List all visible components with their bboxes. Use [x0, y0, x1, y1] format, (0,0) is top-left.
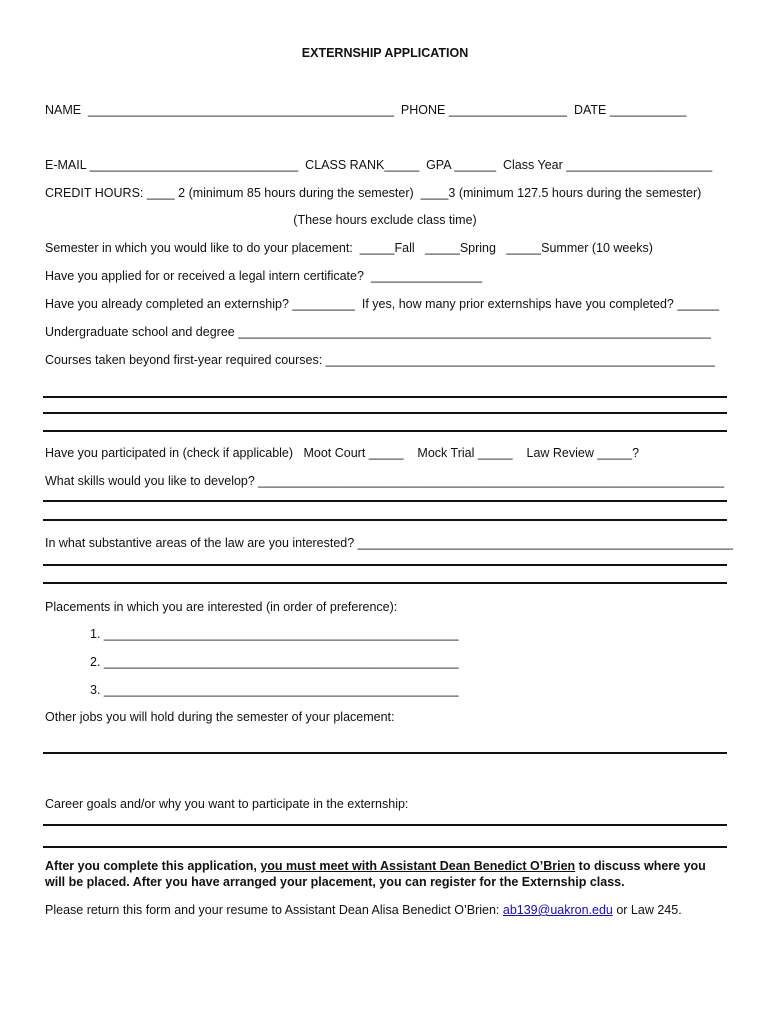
other-jobs-label: Other jobs you will hold during the semester of your placement: — [45, 710, 395, 724]
credit-hours-line[interactable]: CREDIT HOURS: ____ 2 (minimum 85 hours during the semester) ____3 (minimum 127.5 hours during the semester) — [45, 186, 702, 200]
hours-note: (These hours exclude class time) — [293, 213, 477, 227]
courses-rule-3 — [43, 430, 727, 432]
semester-line[interactable]: Semester in which you would like to do your placement: _____Fall _____Spring _____Summer (10 weeks) — [45, 241, 653, 255]
page-title: EXTERNSHIP APPLICATION — [301, 46, 469, 60]
undergrad-line[interactable]: Undergraduate school and degree ____________________________________________________________________ — [45, 325, 711, 339]
return-text-before: Please return this form and your resume to Assistant Dean Alisa Benedict O’Brien: — [45, 903, 503, 917]
courses-rule-2 — [43, 412, 727, 414]
placement-1-line[interactable]: 1. ___________________________________________________ — [90, 627, 459, 641]
courses-rule-1 — [43, 396, 727, 398]
name-phone-date-line[interactable]: NAME ____________________________________________ PHONE _________________ DATE ___________ — [45, 103, 687, 117]
career-goals-rule-2[interactable] — [43, 846, 727, 848]
substantive-rule-1 — [43, 564, 727, 566]
intern-certificate-line[interactable]: Have you applied for or received a legal intern certificate? ________________ — [45, 269, 483, 283]
courses-line[interactable]: Courses taken beyond first-year required courses: ________________________________________________________ — [45, 353, 715, 367]
career-goals-rule-1[interactable] — [43, 824, 727, 826]
substantive-areas-line[interactable]: In what substantive areas of the law are you interested? ______________________________________________________ — [45, 536, 734, 550]
notice-paragraph — [45, 859, 706, 874]
placement-3-line[interactable]: 3. ___________________________________________________ — [90, 683, 459, 697]
email-link[interactable]: ab139@uakron.edu — [502, 903, 613, 917]
career-goals-label: Career goals and/or why you want to participate in the externship: — [45, 797, 409, 811]
return-info — [45, 903, 682, 918]
placements-heading: Placements in which you are interested (in order of preference): — [45, 600, 398, 614]
notice-part1: After you complete this application, — [45, 859, 261, 873]
notice-line-2: will be placed. After you have arranged your placement, you can register for the Externship class. — [45, 875, 625, 889]
externship-completed-line[interactable]: Have you already completed an externship? _________ If yes, how many prior externships have you completed? ______ — [45, 297, 720, 311]
other-jobs-rule[interactable] — [43, 752, 727, 754]
notice-underlined: you must meet with Assistant Dean Benedict O’Brien — [260, 859, 576, 873]
email-rank-gpa-year-line[interactable]: E-MAIL ______________________________ CLASS RANK_____ GPA ______ Class Year _____________________ — [45, 158, 713, 172]
return-text-after: or Law 245. — [612, 903, 682, 917]
skills-line[interactable]: What skills would you like to develop? ___________________________________________________________________ — [45, 474, 725, 488]
participated-line[interactable]: Have you participated in (check if applicable) Moot Court _____ Mock Trial _____ Law Review _____? — [45, 446, 640, 460]
substantive-rule-2 — [43, 582, 727, 584]
skills-rule-1 — [43, 500, 727, 502]
skills-rule-2 — [43, 519, 727, 521]
placement-2-line[interactable]: 2. ___________________________________________________ — [90, 655, 459, 669]
notice-part3: to discuss where you — [575, 859, 706, 873]
